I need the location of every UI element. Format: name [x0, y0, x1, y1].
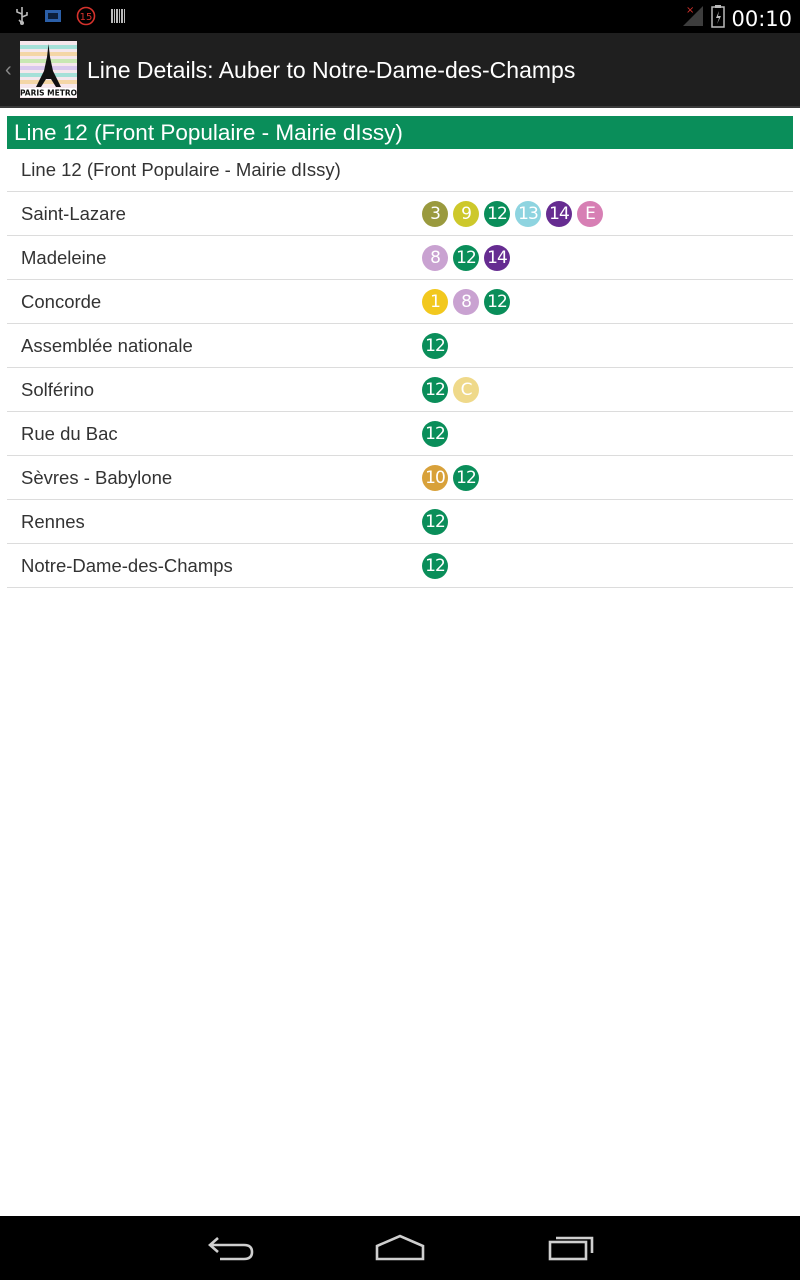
station-name: Line 12 (Front Populaire - Mairie dIssy) [21, 159, 341, 180]
recent-apps-icon[interactable] [548, 1232, 596, 1267]
line-badges [422, 333, 448, 359]
section-header: Line 12 (Front Populaire - Mairie dIssy) [7, 116, 793, 149]
station-row[interactable] [7, 500, 793, 544]
station-name: Madeleine [21, 247, 107, 268]
home-icon[interactable] [374, 1232, 426, 1267]
station-name: Sèvres - Babylone [21, 467, 173, 488]
station-name: Concorde [21, 291, 102, 312]
line-badge: 13 [515, 201, 541, 227]
station-row[interactable] [7, 324, 793, 368]
notification-count: 15 [79, 12, 93, 23]
station-name: Solférino [21, 379, 95, 400]
nav-bar [0, 1216, 800, 1280]
station-row[interactable] [7, 544, 793, 588]
logo-text: PARIS METRO [20, 88, 77, 98]
line-badge: 12 [422, 333, 448, 359]
line-badge: 12 [422, 553, 448, 579]
line-badge: 1 [422, 289, 448, 315]
line-badges [422, 509, 448, 535]
line-badge: 12 [453, 465, 479, 491]
station-row[interactable] [7, 368, 793, 412]
barcode-icon [110, 7, 126, 30]
station-row[interactable] [7, 192, 793, 236]
line-badge: 12 [453, 245, 479, 271]
line-badges [422, 245, 510, 271]
photo-icon [44, 8, 62, 29]
line-badge: E [577, 201, 603, 227]
line-badge: 10 [422, 465, 448, 491]
line-badge: 14 [484, 245, 510, 271]
action-bar [0, 33, 800, 108]
status-bar [0, 0, 800, 33]
clock: 00:10 [731, 6, 792, 31]
notification-badge-icon [76, 6, 96, 31]
line-badges [422, 201, 603, 227]
station-row[interactable] [7, 236, 793, 280]
line-badge: 12 [484, 201, 510, 227]
svg-text:×: × [686, 5, 695, 16]
battery-icon [711, 4, 725, 33]
page-title: Line Details: Auber to Notre-Dame-des-Champs [87, 57, 576, 83]
station-name: Rue du Bac [21, 423, 118, 444]
line-badge: 12 [422, 509, 448, 535]
app-logo[interactable] [20, 41, 77, 98]
station-row[interactable] [7, 456, 793, 500]
station-name: Assemblée nationale [21, 335, 193, 356]
no-signal-icon [681, 4, 705, 33]
up-caret-icon[interactable]: ‹ [5, 59, 12, 81]
line-badges [422, 421, 448, 447]
station-name: Rennes [21, 511, 85, 532]
line-badge: 9 [453, 201, 479, 227]
back-icon[interactable] [206, 1232, 254, 1267]
line-badge: 12 [422, 421, 448, 447]
line-badge: 8 [453, 289, 479, 315]
line-badge: 8 [422, 245, 448, 271]
line-badges [422, 465, 479, 491]
usb-icon [14, 6, 30, 31]
line-badge: C [453, 377, 479, 403]
line-badge: 14 [546, 201, 572, 227]
station-name: Saint-Lazare [21, 203, 126, 224]
station-row[interactable] [7, 412, 793, 456]
station-row[interactable] [7, 148, 793, 192]
line-badges [422, 377, 479, 403]
line-badge: 12 [484, 289, 510, 315]
station-row[interactable] [7, 280, 793, 324]
line-badges [422, 289, 510, 315]
line-badge: 12 [422, 377, 448, 403]
line-badge: 3 [422, 201, 448, 227]
line-details-list [0, 108, 800, 1216]
station-name: Notre-Dame-des-Champs [21, 555, 233, 576]
line-badges [422, 553, 448, 579]
